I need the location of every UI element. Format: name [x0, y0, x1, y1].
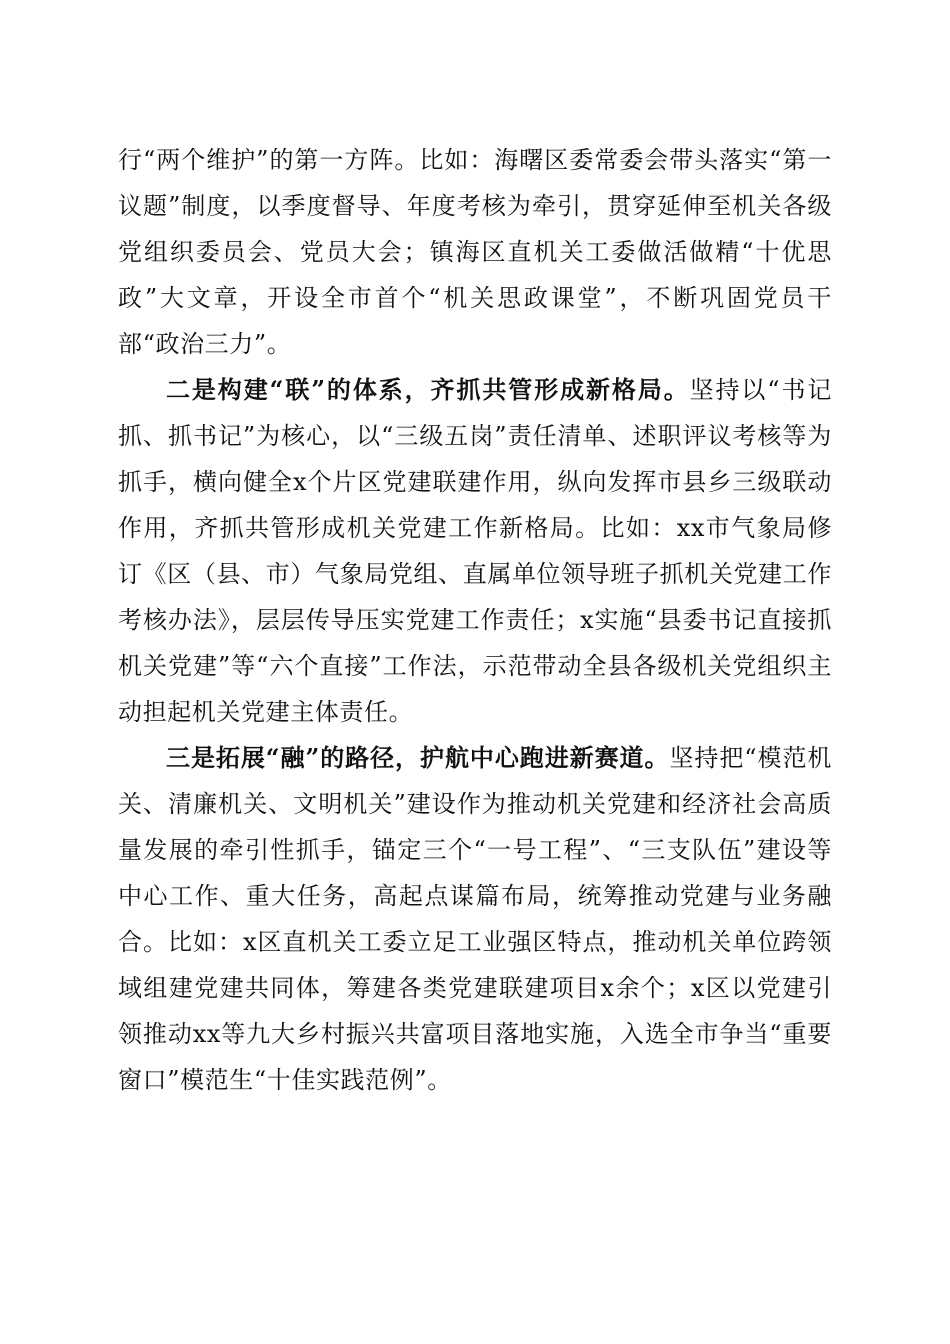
- paragraph-text: 坚持把“模范机关、清廉机关、文明机关”建设作为推动机关党建和经济社会高质量发展的牵引性抓手，锚定三个“一号工程”、“三支队伍”建设等中心工作、重大任务，高起点谋篇布局，统筹推动党建与业务融合。比如：x区直机关工委立足工业强区特点，推动机关单位跨领域组建党建共同体，筹建各类党建联建项目x余个；x区以党建引领推动xx等九大乡村振兴共富项目落地实施，入选全市争当“重要窗口”模范生“十佳实践范例”。: [118, 744, 832, 1094]
- document-body: [118, 137, 832, 1103]
- paragraph-three: [118, 735, 832, 1103]
- paragraph-two: [118, 367, 832, 735]
- paragraph-heading: 二是构建“联”的体系，齐抓共管形成新格局。: [166, 375, 690, 404]
- paragraph-text: 行“两个维护”的第一方阵。比如：海曙区委常委会带头落实“第一议题”制度，以季度督导、年度考核为牵引，贯穿延伸至机关各级党组织委员会、党员大会；镇海区直机关工委做活做精“十优思政”大文章，开设全市首个“机关思政课堂”，不断巩固党员干部“政治三力”。: [118, 146, 832, 358]
- paragraph-continuation: [118, 137, 832, 367]
- paragraph-text: 坚持以“书记抓、抓书记”为核心，以“三级五岗”责任清单、述职评议考核等为抓手，横向健全x个片区党建联建作用，纵向发挥市县乡三级联动作用，齐抓共管形成机关党建工作新格局。比如：xx市气象局修订《区（县、市）气象局党组、直属单位领导班子抓机关党建工作考核办法》，层层传导压实党建工作责任；x实施“县委书记直接抓机关党建”等“六个直接”工作法，示范带动全县各级机关党组织主动担起机关党建主体责任。: [118, 376, 832, 726]
- paragraph-heading: 三是拓展“融”的路径，护航中心跑进新赛道。: [166, 743, 670, 772]
